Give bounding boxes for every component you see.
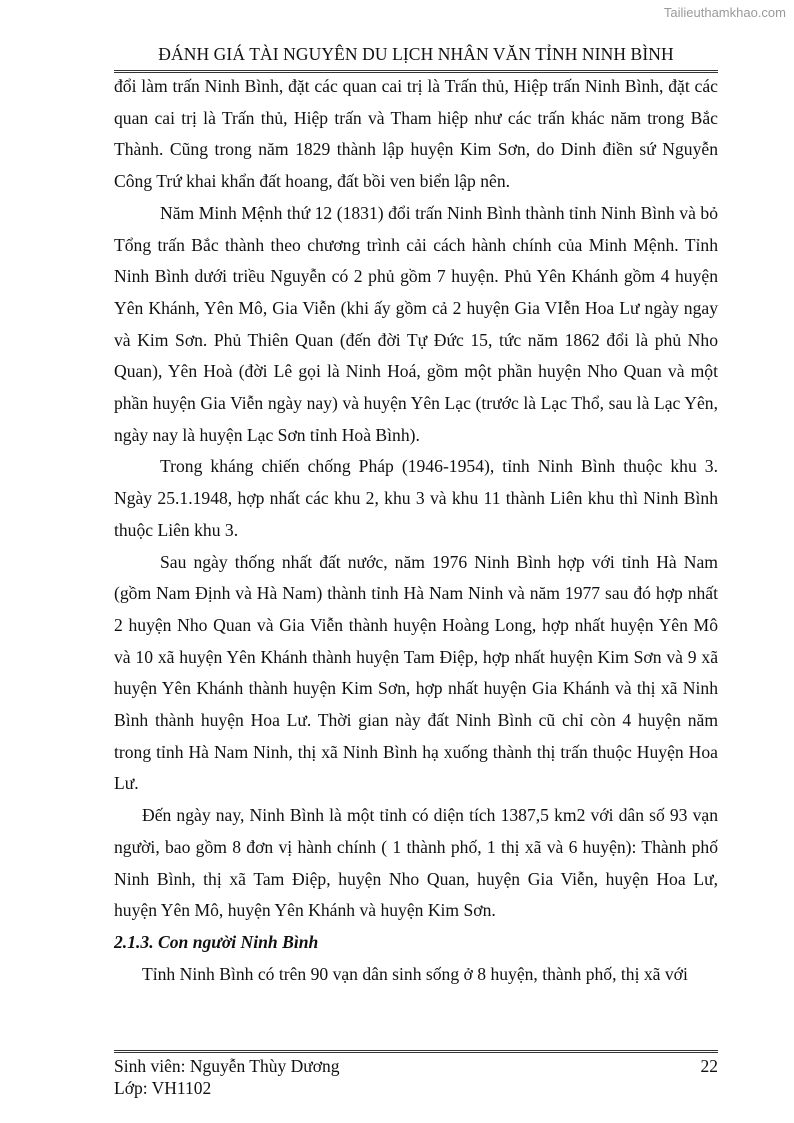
footer-divider <box>114 1050 718 1053</box>
paragraph-5: Đến ngày nay, Ninh Bình là một tỉnh có diện tích 1387,5 km2 với dân số 93 vạn người, bao gồm 8 đơn vị hành chính ( 1 thành phố, 1 thị xã và 6 huyện): Thành phố Ninh Bình, thị xã Tam Điệp, huyện Nho Quan, huyện Gia Viễn, huyện Hoa Lư, huyện Yên Mô, huyện Yên Khánh và huyện Kim Sơn. <box>114 805 718 921</box>
page-number: 22 <box>700 1056 718 1076</box>
paragraph-2: Năm Minh Mệnh thứ 12 (1831) đổi trấn Ninh Bình thành tỉnh Ninh Bình và bỏ Tổng trấn Bắc thành theo chương trình cải cách hành chính của Minh Mệnh. Tỉnh Ninh Bình dưới triều Nguyễn có 2 phủ gồm 7 huyện. Phủ Yên Khánh gồm 4 huyện Yên Khánh, Yên Mô, Gia Viễn (khi ấy gồm cả 2 huyện Gia VIễn Hoa Lư ngày ngay và Kim Sơn. Phủ Thiên Quan (đến đời Tự Đức 15, tức năm 1862 đổi là phủ Nho Quan), Yên Hoà (đời Lê gọi là Ninh Hoá, gồm một phần huyện Nho Quan và một phần huyện Gia Viễn ngày nay) và huyện Yên Lạc (trước là Lạc Thổ, sau là Lạc Yên, ngày nay là huyện Lạc Sơn tỉnh Hoà Bình). <box>114 202 718 445</box>
paragraph-6: Tỉnh Ninh Bình có trên 90 vạn dân sinh sống ở 8 huyện, thành phố, thị xã với <box>142 963 688 984</box>
paragraph-3: Trong kháng chiến chống Pháp (1946-1954), tỉnh Ninh Bình thuộc khu 3. Ngày 25.1.1948, hợp nhất các khu 2, khu 3 và khu 11 thành Liên khu thì Ninh Bình thuộc Liên khu 3. <box>114 456 718 540</box>
page-footer <box>114 1055 718 1099</box>
paragraph-4: Sau ngày thống nhất đất nước, năm 1976 Ninh Bình hợp với tỉnh Hà Nam (gồm Nam Định và Hà Nam) thành tỉnh Hà Nam Ninh và năm 1977 sau đó hợp nhất 2 huyện Nho Quan và Gia Viễn thành huyện Hoàng Long, hợp nhất huyện Yên Mô và 10 xã huyện Yên Khánh thành huyện Tam Điệp, hợp nhất huyện Kim Sơn và 9 xã huyện Yên Khánh thành huyện Kim Sơn, hợp nhất huyện Gia Khánh và thị xã Ninh Bình thành huyện Hoa Lư. Thời gian này đất Ninh Bình cũ chỉ còn 4 huyện năm trong tỉnh Hà Nam Ninh, thị xã Ninh Bình hạ xuống thành thị trấn thuộc Huyện Hoa Lư. <box>114 551 718 794</box>
section-heading: 2.1.3. Con người Ninh Bình <box>114 931 319 952</box>
student-name: Sinh viên: Nguyễn Thùy Dương <box>114 1056 340 1076</box>
running-header: ĐÁNH GIÁ TÀI NGUYÊN DU LỊCH NHÂN VĂN TỈNH NINH BÌNH <box>158 44 674 64</box>
page-content <box>114 71 718 990</box>
watermark: Tailieuthamkhao.com <box>663 5 786 20</box>
paragraph-1: đổi làm trấn Ninh Bình, đặt các quan cai trị là Trấn thủ, Hiệp trấn Ninh Bình, đặt các quan cai trị là Trấn thủ, Hiệp trấn và Tham hiệp như các trấn khác năm trong Bắc Thành. Cũng trong năm 1829 thành lập huyện Kim Sơn, do Dinh điền sứ Nguyễn Công Trứ khai khẩn đất hoang, đất bồi ven biển lập nên. <box>114 76 718 192</box>
class-label: Lớp: VH1102 <box>114 1078 212 1098</box>
